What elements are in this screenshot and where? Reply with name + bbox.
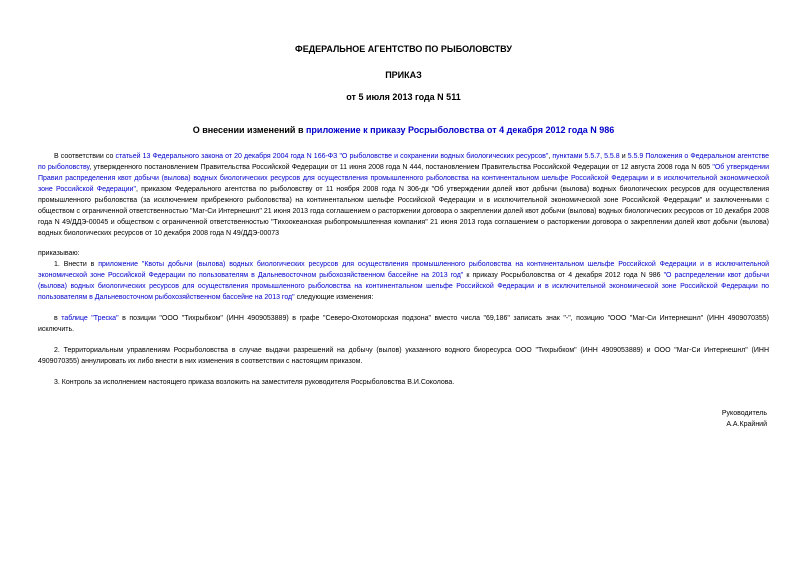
preamble-text-4: , утвержденного постановлением Правительства Российской Федерации от 11 июня 2008 года N 444, постановлением Правительства Российской Федерации от 12 августа 2008 года N 605 xyxy=(89,164,713,171)
sub-text-2: в позиции "ООО "Тихрыбком" (ИНН 4909053889) в графе "Северо-Охотоморская подзона" вместо числа "69,186" записать знак "-", позицию "ООО "Маг-Си Интернешнл" (ИНН 4909070355) исключить. xyxy=(38,315,769,333)
sub-item xyxy=(38,313,769,335)
agency-name: ФЕДЕРАЛЬНОЕ АГЕНТСТВО ПО РЫБОЛОВСТВУ xyxy=(295,44,512,54)
appendix-link[interactable]: приложение "Квоты добычи (вылова) водных биологических ресурсов для осуществления промышленного рыболовства на континентальном шельфе Российской Федерации и в исключительной экономической зоне Российской Федерации по пользователям в Дальневосточном рыбохозяйственном бассейне на 2013 год" xyxy=(38,261,769,279)
item-3: 3. Контроль за исполнением настоящего приказа возложить на заместителя руководителя Росрыболовства В.И.Соколова. xyxy=(54,379,455,386)
signature-position: Руководитель xyxy=(721,410,767,417)
signature-block xyxy=(722,408,767,430)
order-word: приказываю: xyxy=(38,250,80,257)
order-986-link[interactable]: "О распределении квот добычи (вылова) водных биологических ресурсов для осуществления промышленного рыболовства на континентальном шельфе Российской Федерации и в исключительной экономической зоне Российской Федерации по пользователям в Дальневосточном рыбохозяйственном бассейне на 2013 год" xyxy=(38,272,769,301)
item-2: 2. Территориальным управлениям Росрыболовства в случае выдачи разрешений на добычу (вылов) указанного водного биоресурса ООО "Тихрыбком" (ИНН 4909053889) и ООО "Маг-Си Интернешнл" (ИНН 4909070355) аннулировать их либо внести в них изменения в соответствии с настоящим приказом. xyxy=(38,347,769,365)
preamble-text-2: , xyxy=(548,153,553,160)
sub-text-1: в xyxy=(54,315,62,322)
title-prefix: О внесении изменений в xyxy=(192,125,306,135)
document-date-number: от 5 июля 2013 года N 511 xyxy=(346,92,461,102)
regulation-link[interactable]: 5.5.9 Положения о Федеральном агентстве по рыболовству xyxy=(38,153,769,171)
item-1-text-1: 1. Внести в xyxy=(54,261,99,268)
preamble-paragraph xyxy=(38,151,769,239)
preamble-text-5: , приказом Федерального агентства по рыболовству от 11 ноября 2008 года N 306-дк "Об утверждении долей квот добычи (вылова) водных биологических ресурсов для осуществления промышленного рыболовства (за исключением прибрежного рыболовства) на континентальном шельфе Российской Федерации и в исключительной экономической зоне Российской Федерации" и заключенными с обществом с ограниченной ответственностью "Маг-Си Интернешнл" 21 июня 2013 года соглашением о расторжении договора о закреплении долей квот добычи (вылова) водных биологических ресурсов от 10 декабря 2008 года N 49/ДДЭ-00045 и обществом с ограниченной ответственностью "Тихоокеанская рыбопромышленная компания" 21 июня 2013 года соглашением о расторжении договора о закреплении долей квот добычи (вылова) водных биологических ресурсов от 10 декабря 2008 года N 49/ДДЭ-00073 xyxy=(38,186,769,237)
preamble-text-3: и xyxy=(619,153,628,160)
document-type: ПРИКАЗ xyxy=(385,70,422,80)
preamble-text-1: В соответствии со xyxy=(54,153,116,160)
item-1-text-3: следующие изменения: xyxy=(294,294,374,301)
law-link[interactable]: статьей 13 Федерального закона от 20 декабря 2004 года N 166-ФЗ "О рыболовстве и сохранении водных биологических ресурсов" xyxy=(115,153,549,160)
cod-table-link[interactable]: таблице "Треска" xyxy=(61,315,119,322)
document-title xyxy=(0,125,807,135)
rules-link[interactable]: "Об утверждении Правил распределения квот добычи (вылова) водных биологических ресурсов для осуществления промышленного рыболовства на континентальном шельфе Российской Федерации и в исключительной экономической зоне Российской Федерации" xyxy=(38,164,769,193)
document-body xyxy=(38,151,769,388)
item-1-text-2: к приказу Росрыболовства от 4 декабря 2012 года N 986 xyxy=(463,272,664,279)
clauses-link[interactable]: пунктами 5.5.7, 5.5.8 xyxy=(552,153,620,160)
title-link[interactable]: приложение к приказу Росрыболовства от 4 декабря 2012 года N 986 xyxy=(305,125,615,135)
item-1 xyxy=(38,259,769,303)
signature-name: А.А.Крайний xyxy=(726,421,767,428)
